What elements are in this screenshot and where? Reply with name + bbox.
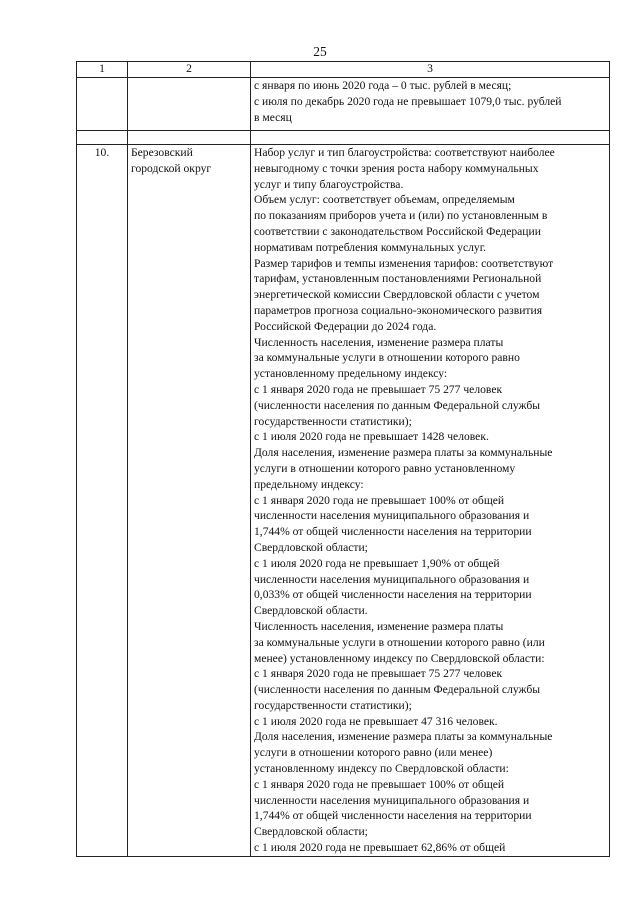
text-line: с 1 января 2020 года не превышает 75 277 человек [254, 667, 503, 681]
text-line: (численности населения по данным Федеральной службы [254, 398, 541, 412]
text-line: в месяц [254, 110, 292, 124]
text-line: услуги в отношении которого равно (или менее) [254, 746, 493, 760]
page-number: 25 [313, 44, 327, 59]
text-line: с 1 июля 2020 года не превышает 47 316 человек. [254, 714, 498, 728]
text-line: с 1 января 2020 года не превышает 100% от общей [254, 493, 505, 507]
text-line: Численность населения, изменение размера платы [254, 619, 504, 633]
continuation-text-cell [251, 78, 610, 131]
spacer-row [77, 131, 610, 145]
text-line: государственности статистики); [254, 414, 412, 428]
text-line: с июля по декабрь 2020 года не превышает 1079,0 тыс. рублей [254, 94, 562, 108]
text-line: соответствии с законодательством Российской Федерации [254, 224, 541, 238]
text-line: государственности статистики); [254, 698, 412, 712]
text-line: Российской Федерации до 2024 года. [254, 319, 437, 333]
text-line: установленному предельному индексу: [254, 367, 448, 381]
text-line: Свердловской области; [254, 540, 368, 554]
text-line: (численности населения по данным Федеральной службы [254, 683, 541, 697]
column-header-row [77, 62, 610, 78]
row-number: 10. [77, 145, 128, 857]
municipality-line: Березовский [131, 146, 193, 159]
column-header-3: 3 [251, 62, 610, 78]
text-line: с 1 июля 2020 года не превышает 1,90% от общей [254, 556, 500, 570]
continuation-row [77, 78, 610, 131]
continuation-name-cell [128, 78, 251, 131]
text-line: невыгодному с точки зрения роста набору коммунальных [254, 161, 539, 175]
text-line: Размер тарифов и темпы изменения тарифов: соответствуют [254, 256, 554, 270]
column-header-1: 1 [77, 62, 128, 78]
text-line: с 1 июля 2020 года не превышает 62,86% от общей [254, 841, 506, 855]
text-line: тарифам, установленным постановлениями Региональной [254, 272, 542, 286]
text-line: установленному индексу по Свердловской области: [254, 762, 509, 776]
text-line: Свердловской области; [254, 825, 368, 839]
text-line: численности населения муниципального образования и [254, 793, 530, 807]
text-line: численности населения муниципального образования и [254, 509, 530, 523]
table-row [77, 145, 610, 857]
text-line: с 1 января 2020 года не превышает 75 277 человек [254, 382, 503, 396]
text-line: Доля населения, изменение размера платы за коммунальные [254, 730, 553, 744]
tariff-table [76, 61, 610, 857]
text-line: Доля населения, изменение размера платы за коммунальные [254, 446, 553, 460]
text-line: нормативам потребления коммунальных услуг. [254, 240, 487, 254]
text-line: Объем услуг: соответствует объемам, определяемым [254, 193, 515, 207]
text-line: параметров прогноза социально-экономического развития [254, 303, 543, 317]
continuation-num-cell [77, 78, 128, 131]
municipality-name [128, 145, 251, 857]
text-line: энергетической комиссии Свердловской области с учетом [254, 288, 540, 302]
text-line: за коммунальные услуги в отношении которого равно [254, 351, 520, 365]
text-line: Свердловской области. [254, 604, 368, 618]
text-line: услуг и типу благоустройства. [254, 177, 404, 191]
text-line: за коммунальные услуги в отношении которого равно (или [254, 635, 545, 649]
text-line: 1,744% от общей численности населения на территории [254, 809, 532, 823]
text-line: предельному индексу: [254, 477, 364, 491]
text-line: с 1 января 2020 года не превышает 100% от общей [254, 777, 505, 791]
row-description [251, 145, 610, 857]
text-line: по показаниям приборов учета и (или) по установленным в [254, 209, 548, 223]
column-header-2: 2 [128, 62, 251, 78]
text-line: услуги в отношении которого равно установленному [254, 461, 516, 475]
text-line: Набор услуг и тип благоустройства: соответствуют наиболее [254, 146, 555, 159]
text-line: 0,033% от общей численности населения на территории [254, 588, 532, 602]
text-line: Численность населения, изменение размера платы [254, 335, 504, 349]
text-line: численности населения муниципального образования и [254, 572, 530, 586]
text-line: с 1 июля 2020 года не превышает 1428 человек. [254, 430, 489, 444]
text-line: 1,744% от общей численности населения на территории [254, 525, 532, 539]
municipality-line: городской округ [131, 161, 212, 175]
text-line: с января по июнь 2020 года – 0 тыс. рублей в месяц; [254, 79, 512, 92]
text-line: менее) установленному индексу по Свердловской области: [254, 651, 545, 665]
